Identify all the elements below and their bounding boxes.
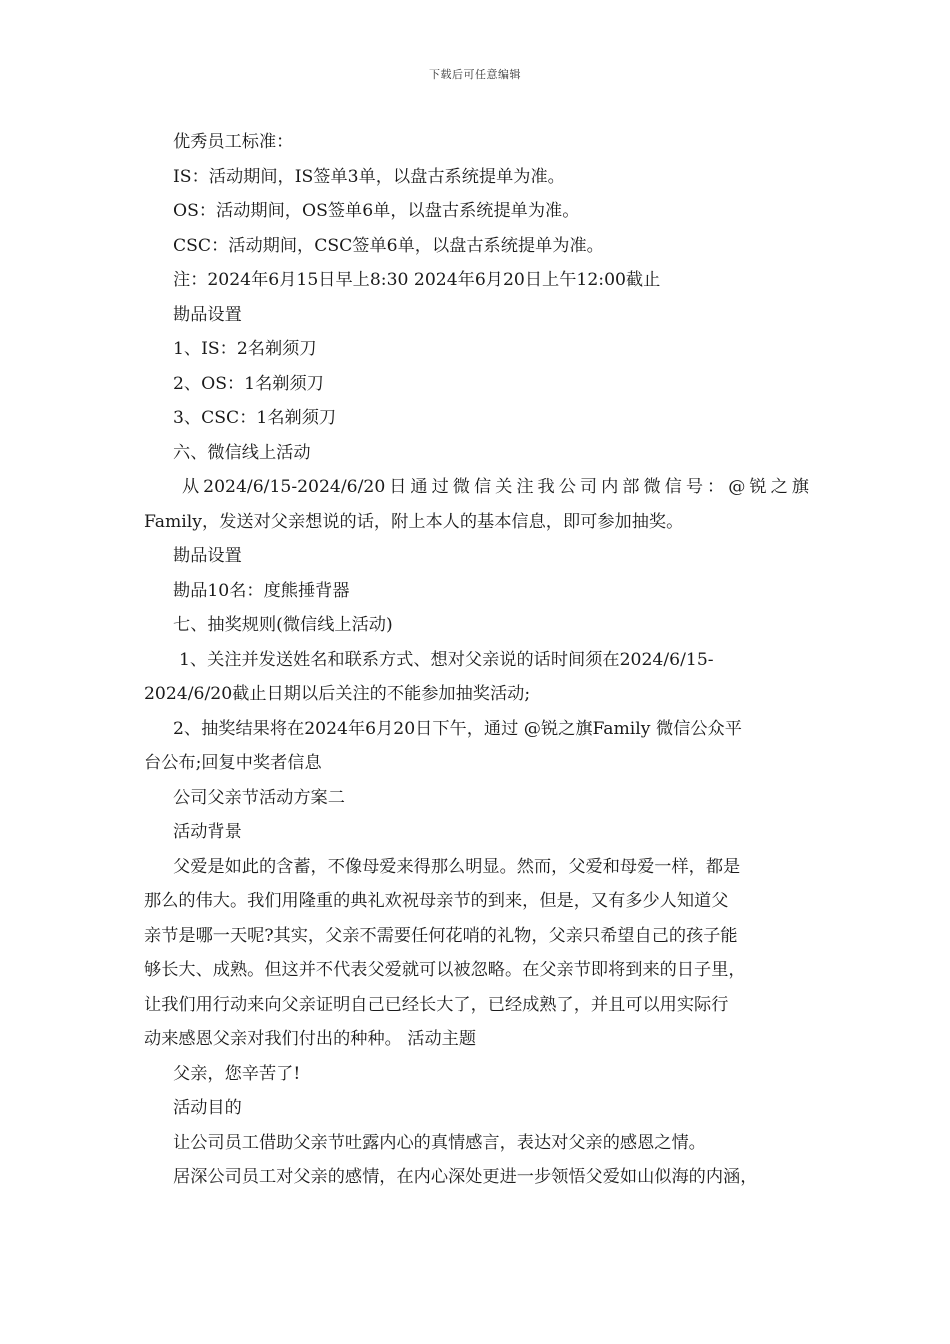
- text-line: 居深公司员工对父亲的感情，在内心深处更进一步领悟父爱如山似海的内涵，: [173, 1167, 758, 1187]
- text-line: 让公司员工借助父亲节吐露内心的真情感言，表达对父亲的感恩之情。: [173, 1132, 706, 1153]
- text-line: 动来感恩父亲对我们付出的种种。 活动主题: [144, 1029, 477, 1049]
- text-line: 1、IS：2名剃须刀: [173, 339, 317, 359]
- section-heading: 活动目的: [173, 1098, 242, 1118]
- text-line: 七、抽奖规则(微信线上活动): [173, 615, 393, 635]
- text-line: 从2024/6/15-2024/6/20日通过微信关注我公司内部微信号：@锐之旗: [182, 477, 809, 497]
- text-line: 3、CSC：1名剃须刀: [173, 408, 337, 428]
- text-line: 亲节是哪一天呢?其实，父亲不需要任何花哨的礼物，父亲只希望自己的孩子能: [144, 925, 738, 946]
- text-line: Family，发送对父亲想说的话，附上本人的基本信息，即可参加抽奖。: [144, 511, 684, 532]
- page-header: 下载后可任意编辑: [429, 68, 521, 81]
- text-line: 父亲，您辛苦了!: [173, 1063, 301, 1084]
- text-line: 勘品设置: [173, 546, 242, 566]
- text-line: 让我们用行动来向父亲证明自己已经长大了，已经成熟了，并且可以用实际行: [144, 994, 729, 1015]
- text-line: IS：活动期间，IS签单3单，以盘古系统提单为准。: [173, 166, 565, 187]
- text-line: 那么的伟大。我们用隆重的典礼欢祝母亲节的到来，但是，又有多少人知道父: [144, 891, 729, 911]
- text-line: 台公布;回复中奖者信息: [144, 753, 322, 773]
- text-line: OS：活动期间，OS签单6单，以盘古系统提单为准。: [173, 201, 580, 221]
- text-line: 勘品设置: [173, 304, 242, 325]
- section-title: 公司父亲节活动方案二: [173, 787, 345, 808]
- text-line: 六、微信线上活动: [173, 442, 311, 463]
- text-line: 够长大、成熟。但这并不代表父爱就可以被忽略。在父亲节即将到来的日子里，: [144, 960, 746, 980]
- text-line: 2、抽奖结果将在2024年6月20日下午，通过 @锐之旗Family 微信公众平: [173, 718, 742, 739]
- text-line: CSC：活动期间，CSC签单6单，以盘古系统提单为准。: [173, 235, 604, 256]
- text-line: 勘品10名：度熊捶背器: [173, 580, 350, 601]
- section-heading: 活动背景: [173, 822, 242, 842]
- text-line: 1、关注并发送姓名和联系方式、想对父亲说的话时间须在2024/6/15-: [179, 649, 714, 670]
- text-line: 注：2024年6月15日早上8:30 2024年6月20日上午12:00截止: [173, 270, 661, 290]
- text-line: 优秀员工标准：: [173, 132, 294, 152]
- document-body: [144, 125, 809, 1195]
- text-line: 父爱是如此的含蓄，不像母爱来得那么明显。然而，父爱和母爱一样，都是: [173, 856, 741, 877]
- text-line: 2024/6/20截止日期以后关注的不能参加抽奖活动;: [144, 684, 531, 704]
- text-line: 2、OS：1名剃须刀: [173, 373, 324, 394]
